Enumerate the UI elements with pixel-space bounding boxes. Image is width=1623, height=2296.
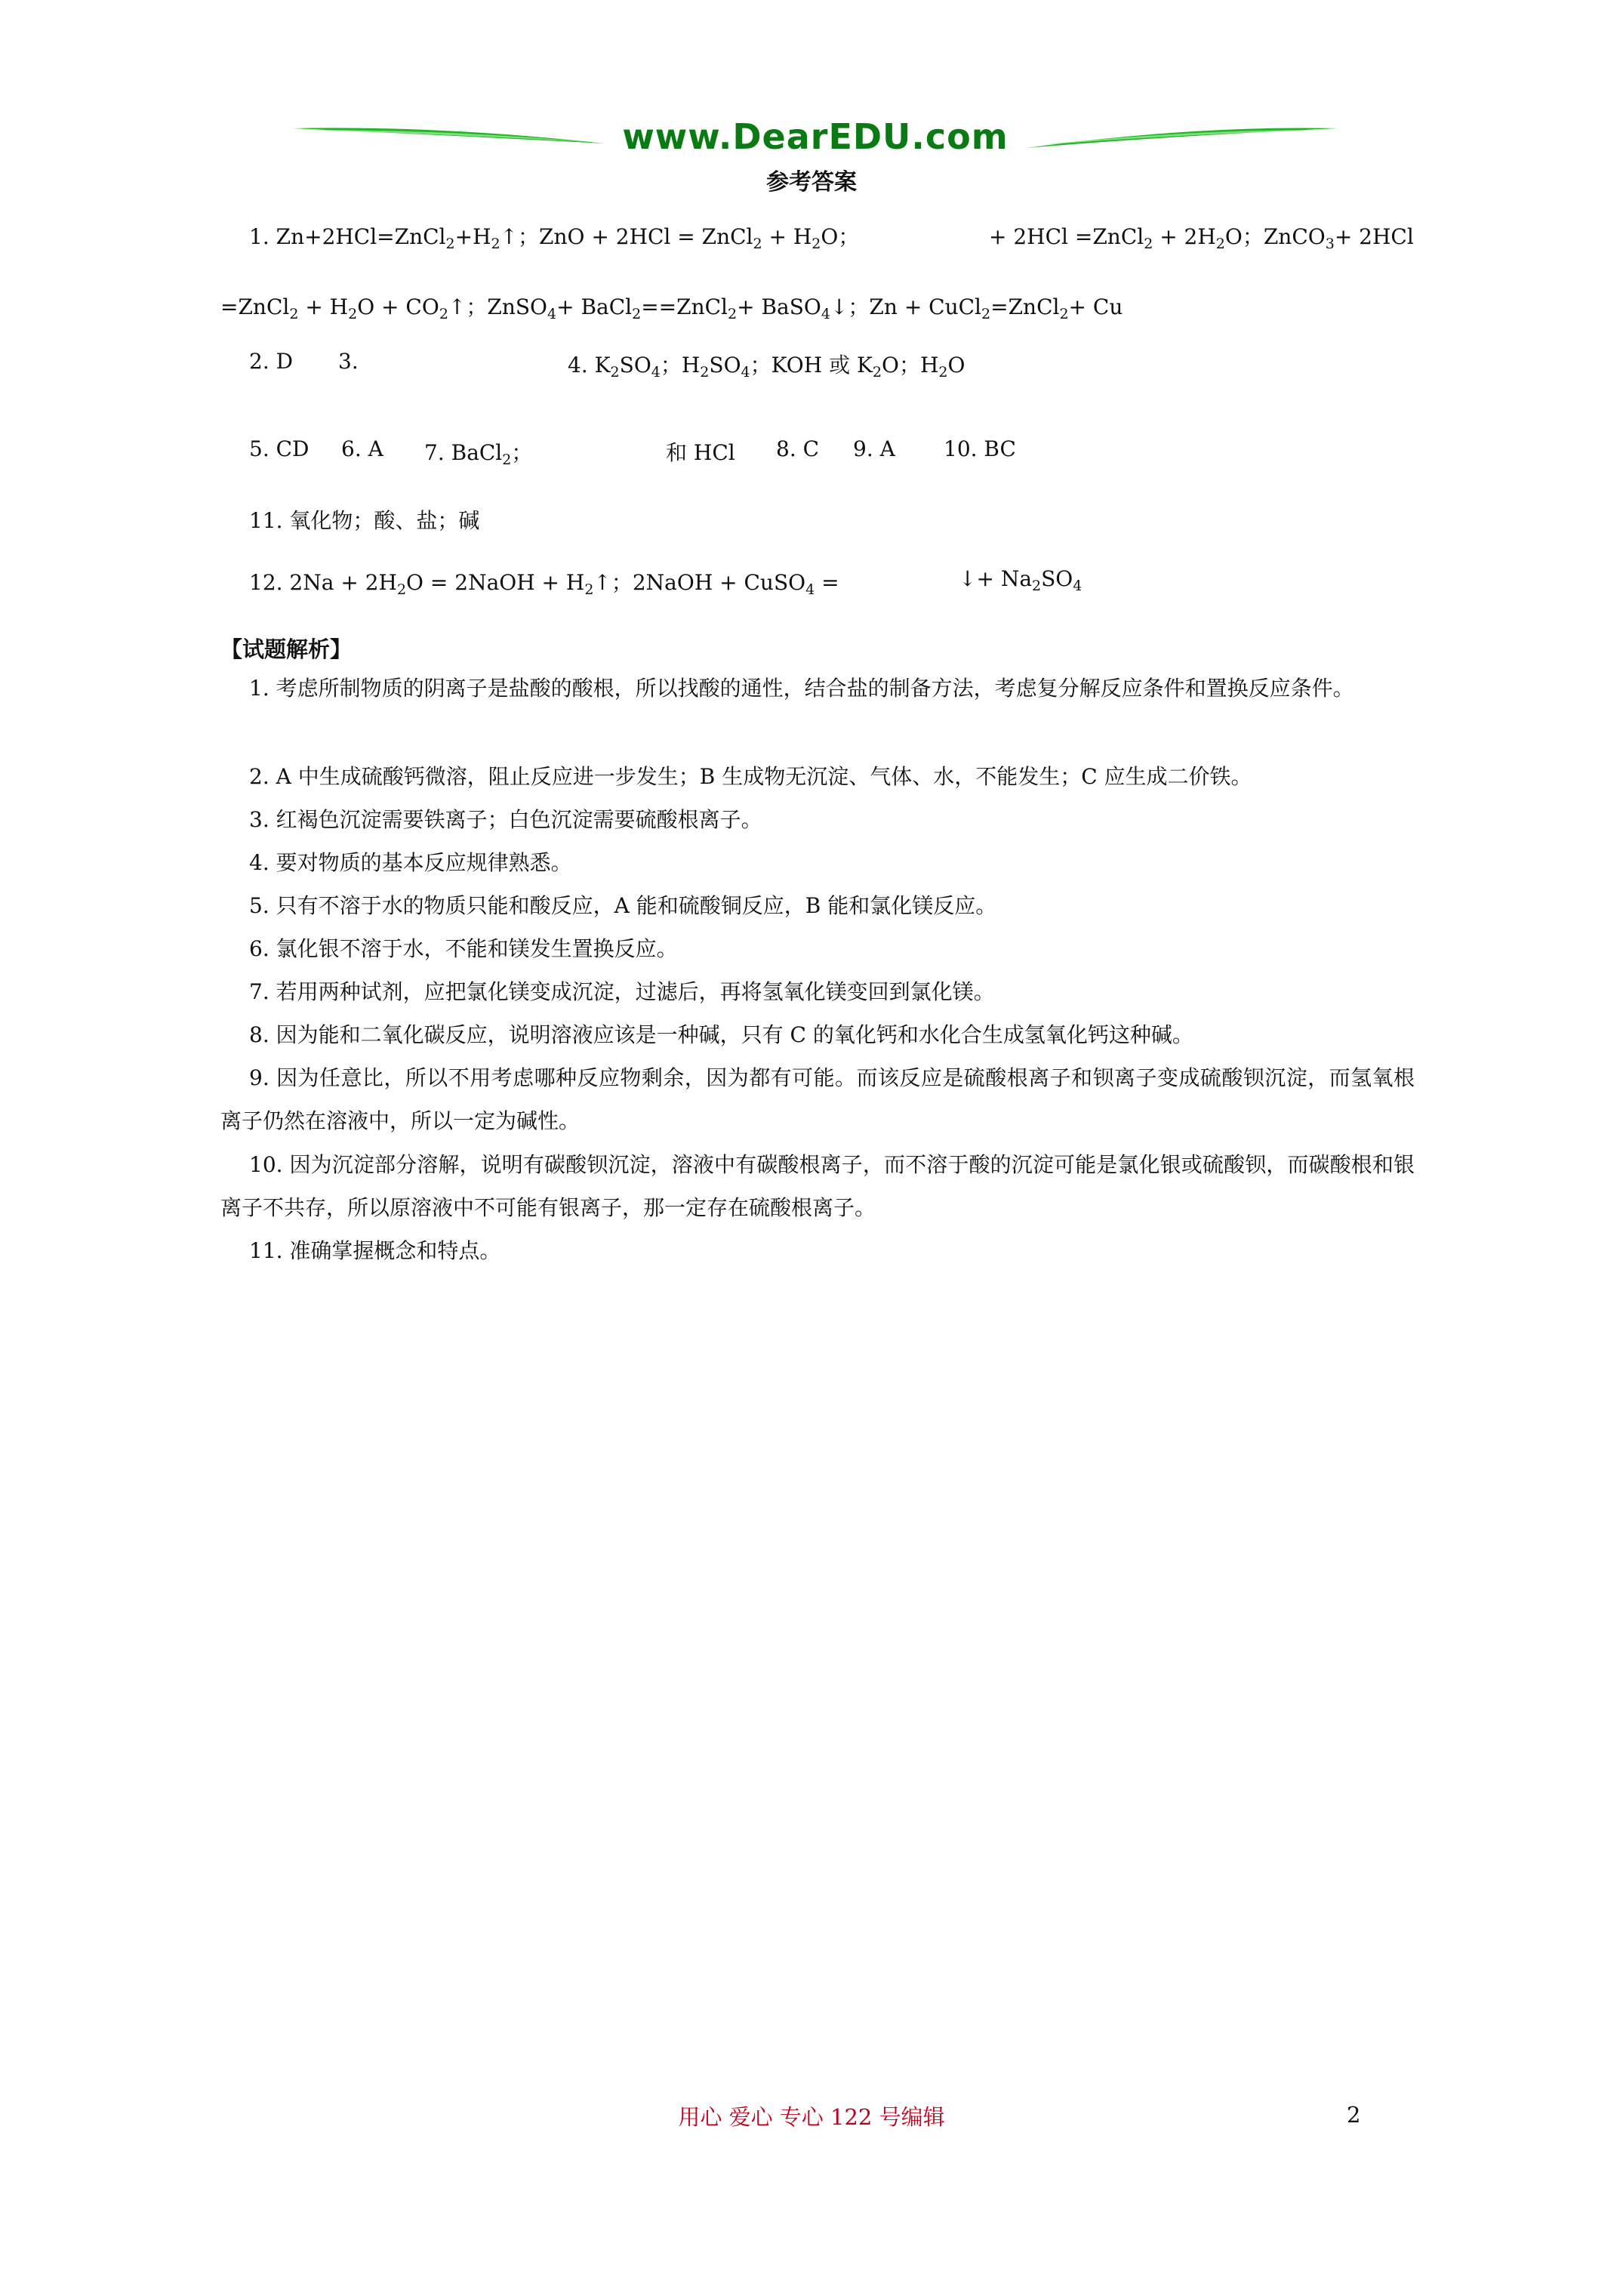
page-title: 参考答案 <box>766 169 857 196</box>
explanation-2: 2. A 中生成硫酸钙微溶，阻止反应进一步发生；B 生成物无沉淀、气体、水，不能发生；C 应生成二价铁。 <box>249 764 1252 789</box>
answer-4: 4. $K_2SO_4$；$H_2SO_4$；KOH 或 $K_2O$；$H_2O$ <box>568 353 965 381</box>
section-heading: 【试题解析】 <box>220 636 353 662</box>
explanation-5: 5. 只有不溶于水的物质只能和酸反应，A 能和硫酸铜反应，B 能和氯化镁反应。 <box>249 893 997 918</box>
answer-9: 9. A <box>853 436 895 461</box>
explanation-8: 8. 因为能和二氧化碳反应，说明溶液应该是一种碱，只有 C 的氧化钙和水化合生成氢氧化钙这种碱。 <box>249 1022 1193 1047</box>
answer-6: 6. A <box>341 436 383 461</box>
answer-1-part-b: + 2HCl =ZnCl$_2$ + $2H_2O$；ZnCO$_3$+ 2HCl <box>989 224 1414 252</box>
answer-3: 3. <box>338 349 359 374</box>
site-banner <box>287 113 1344 159</box>
answer-12-part-a: 12. $2Na + 2H_2O$ = 2NaOH + $H_2↑$；2NaOH + CuSO$_4$ = <box>249 570 839 598</box>
explanation-6: 6. 氯化银不溶于水，不能和镁发生置换反应。 <box>249 936 678 961</box>
site-url-logo: www.DearEDU.com <box>622 116 1009 157</box>
answer-10: 10. BC <box>944 436 1016 461</box>
answer-11: 11. 氧化物；酸、盐；碱 <box>249 508 480 533</box>
answer-7: 7. BaCl$_2$； <box>424 440 533 468</box>
explanation-11: 11. 准确掌握概念和特点。 <box>249 1238 501 1263</box>
answer-2: 2. D <box>249 349 294 374</box>
explanation-10: 10. 因为沉淀部分溶解，说明有碳酸钡沉淀，溶液中有碳酸根离子，而不溶于酸的沉淀可能是氯化银或硫酸钡，而碳酸根和银离子不共存，所以原溶液中不可能有银离子，那一定存在硫酸根离子。 <box>220 1152 1415 1220</box>
answer-8: 8. C <box>776 436 820 461</box>
answer-1-part-a: 1. $Zn+2HCl=ZnCl_2+H_2↑$；ZnO + 2HCl = ZnCl$_2$ + $H_2O$； <box>249 224 860 252</box>
explanation-9: 9. 因为任意比，所以不用考虑哪种反应物剩余，因为都有可能。而该反应是硫酸根离子和钡离子变成硫酸钡沉淀，而氢氧根离子仍然在溶液中，所以一定为碱性。 <box>220 1065 1415 1133</box>
explanation-3: 3. 红褐色沉淀需要铁离子；白色沉淀需要硫酸根离子。 <box>249 807 762 832</box>
explanation-1: 1. 考虑所制物质的阴离子是盐酸的酸根，所以找酸的通性，结合盐的制备方法，考虑复分解反应条件和置换反应条件。 <box>249 676 1354 701</box>
answer-7-tail: 和 HCl <box>666 440 735 465</box>
page-number: 2 <box>1347 2102 1361 2128</box>
answer-5: 5. CD <box>249 436 310 461</box>
footer-credit: 用心 爱心 专心 122 号编辑 <box>678 2104 945 2130</box>
answer-1-continued: =ZnCl$_2$ + $H_2O$ + $CO_2↑$；ZnSO$_4$+ BaCl$_2$==ZnCl$_2$+ BaSO$_4$↓；Zn + CuCl$_2$=ZnCl$_2$+ Cu <box>220 294 1123 322</box>
explanation-4: 4. 要对物质的基本反应规律熟悉。 <box>249 850 572 875</box>
explanation-7: 7. 若用两种试剂，应把氯化镁变成沉淀，过滤后，再将氢氧化镁变回到氯化镁。 <box>249 979 995 1004</box>
answer-12-part-b: ↓+ $Na_2SO_4$ <box>959 566 1083 594</box>
